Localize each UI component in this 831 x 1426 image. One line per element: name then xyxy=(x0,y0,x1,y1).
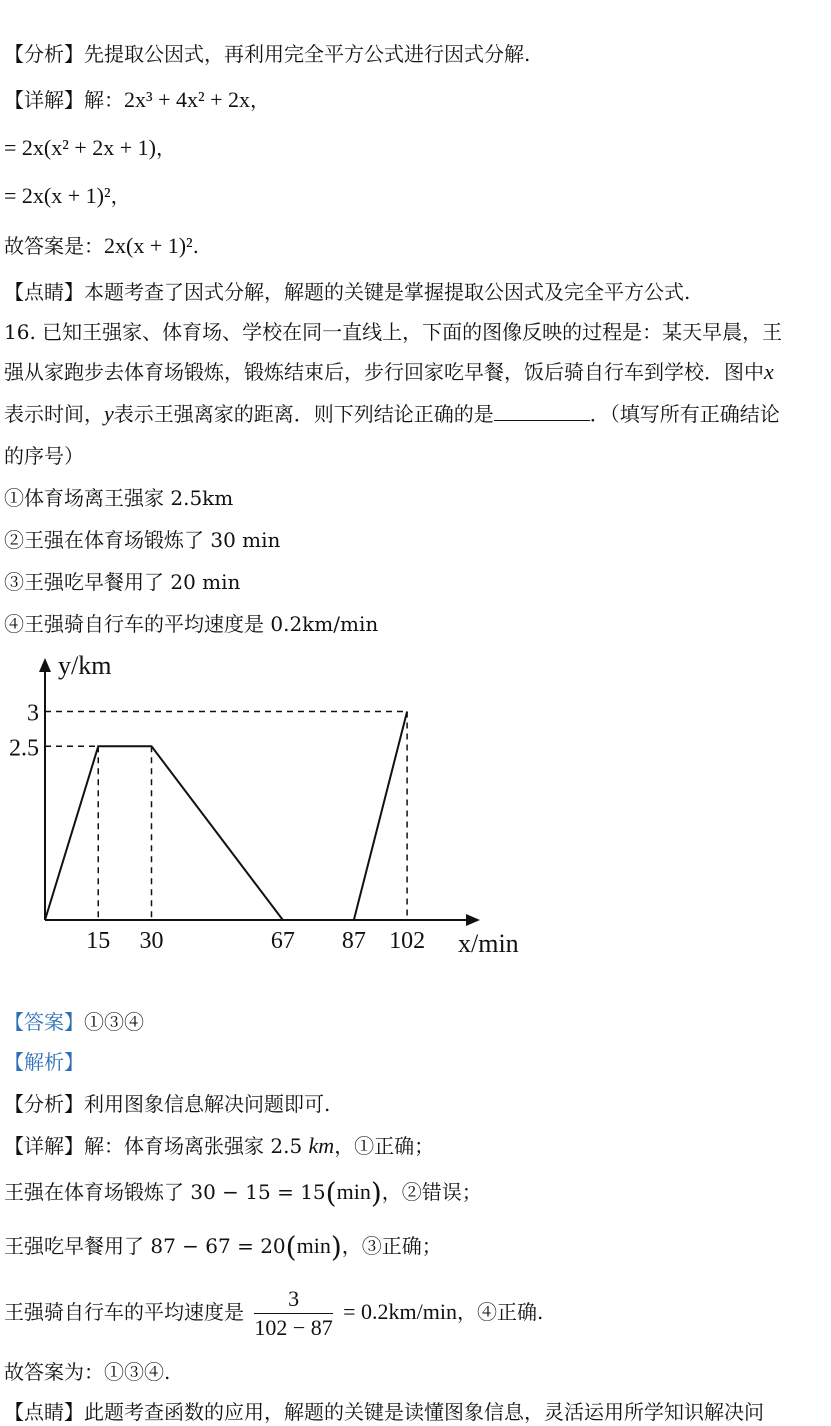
answer-blank xyxy=(494,402,590,421)
step-1 xyxy=(4,134,176,162)
detail16-step-4-pre: 王强骑自行车的平均速度是 xyxy=(4,1300,244,1324)
detail16-step-4 xyxy=(4,1282,543,1342)
detail16-tag: 【详解】 xyxy=(4,1134,84,1158)
answer-prefix: 故答案是： xyxy=(4,234,104,258)
comment16-text: 此题考查函数的应用，解题的关键是读懂图象信息，灵活运用所学知识解决问 xyxy=(84,1400,764,1424)
detail-line xyxy=(4,86,270,114)
analysis16-text: 利用图象信息解决问题即可. xyxy=(84,1092,331,1116)
question-line-3 xyxy=(4,400,780,428)
answer-suffix: . xyxy=(192,234,200,258)
detail16-line xyxy=(4,1132,434,1160)
analysis16-line xyxy=(4,1090,330,1118)
question-var-x: x xyxy=(764,359,774,384)
x-tick-label: 87 xyxy=(341,928,366,954)
answer16-tag: 【答案】 xyxy=(4,1010,84,1034)
fraction-denominator: 102 − 87 xyxy=(254,1315,333,1340)
analysis-line xyxy=(4,40,530,68)
y-tick-label: 2.5 xyxy=(9,735,39,762)
x-axis-label: x/min xyxy=(458,929,519,958)
comment-text: 本题考查了因式分解，解题的关键是掌握提取公因式及完全平方公式. xyxy=(84,280,691,304)
distance-time-chart xyxy=(0,650,560,970)
y-tick-label: 3 xyxy=(27,700,39,727)
paren-open: ( xyxy=(285,1230,297,1264)
fraction-numerator: 3 xyxy=(254,1285,332,1314)
analysis-tag: 【分析】 xyxy=(4,42,84,66)
y-axis-label: y/km xyxy=(58,651,112,680)
detail-tag: 【详解】 xyxy=(4,88,84,112)
detail16-step-2-suffix: ，②错误； xyxy=(381,1180,482,1204)
comment-line xyxy=(4,278,690,306)
step-1-expression: = 2x(x² + 2x + 1) xyxy=(4,135,156,160)
detail16-step-3-pre: 王强吃早餐用了 87 − 67 = 20 xyxy=(4,1234,286,1258)
step-2-suffix: ， xyxy=(110,184,131,208)
step-2 xyxy=(4,182,131,210)
detail16-step-2-pre: 王强在体育场锻炼了 30 − 15 = 15 xyxy=(4,1180,326,1204)
comment-tag: 【点睛】 xyxy=(4,280,84,304)
step-2-expression: = 2x(x + 1)² xyxy=(4,183,111,208)
speed-fraction xyxy=(254,1285,332,1342)
x-tick-label: 67 xyxy=(270,928,295,954)
detail16-step-4-post: = 0.2km/min xyxy=(343,1299,457,1324)
comment16-tag: 【点睛】 xyxy=(4,1400,84,1424)
question-line-3-mid: 表示王强离家的距离．则下列结论正确的是 xyxy=(113,402,494,426)
question-line-2-text: 强从家跑步去体育场锻炼，锻炼结束后，步行回家吃早餐，饭后骑自行车到学校．图中 xyxy=(4,360,764,384)
detail-prefix: 解： xyxy=(84,88,124,112)
analysis16-tag: 【分析】 xyxy=(4,1092,84,1116)
question-var-y: y xyxy=(104,401,114,426)
detail-expression: 2x³ + 4x² + 2x xyxy=(124,87,251,112)
paren-close: ) xyxy=(370,1176,382,1210)
detail16-step-3 xyxy=(4,1232,442,1262)
step-1-suffix: ， xyxy=(155,136,176,160)
final16-line: 故答案为：①③④. xyxy=(4,1360,171,1384)
detail16-step-3-suffix: ，③正确； xyxy=(341,1234,442,1258)
detail16-step-2 xyxy=(4,1178,482,1208)
x-tick-label: 30 xyxy=(139,928,164,954)
answer16-line xyxy=(4,1008,144,1036)
paren-open: ( xyxy=(325,1176,337,1210)
question-line-3-pre: 表示时间， xyxy=(4,402,104,426)
answer-expression: 2x(x + 1)² xyxy=(104,233,193,258)
answer16-text: ①③④ xyxy=(84,1010,144,1034)
comment16-line xyxy=(4,1398,764,1426)
x-axis-arrow xyxy=(466,914,480,926)
answer-line xyxy=(4,232,199,260)
question-line-4: 的序号） xyxy=(4,444,84,468)
detail16-step-4-suffix: ，④正确. xyxy=(457,1300,544,1324)
paren-close: ) xyxy=(330,1230,342,1264)
question-line-3-post: ．（填写所有正确结论 xyxy=(589,402,780,426)
detail16-unit: km xyxy=(308,1133,335,1158)
analysis-text: 先提取公因式，再利用完全平方公式进行因式分解. xyxy=(84,42,531,66)
detail16-step-3-unit: min xyxy=(296,1233,331,1258)
detail16-step-2-unit: min xyxy=(336,1179,371,1204)
option-1: ①体育场离王强家 2.5km xyxy=(4,486,234,510)
y-axis-arrow xyxy=(39,658,51,672)
detail16-suffix: ，①正确； xyxy=(334,1134,435,1158)
question-line-1: 16. 已知王强家、体育场、学校在同一直线上，下面的图像反映的过程是：某天早晨，王 xyxy=(4,320,783,344)
option-3: ③王强吃早餐用了 20 min xyxy=(4,570,241,594)
solution16-tag: 【解析】 xyxy=(4,1050,84,1074)
detail-suffix: ， xyxy=(250,88,271,112)
detail16-text: 解：体育场离张强家 2.5 xyxy=(84,1134,309,1158)
option-2: ②王强在体育场锻炼了 30 min xyxy=(4,528,281,552)
x-tick-label: 15 xyxy=(86,928,111,954)
x-tick-label: 102 xyxy=(389,928,426,954)
option-4: ④王强骑自行车的平均速度是 0.2km/min xyxy=(4,612,379,636)
series-line xyxy=(45,712,407,921)
question-line-2 xyxy=(4,358,774,386)
